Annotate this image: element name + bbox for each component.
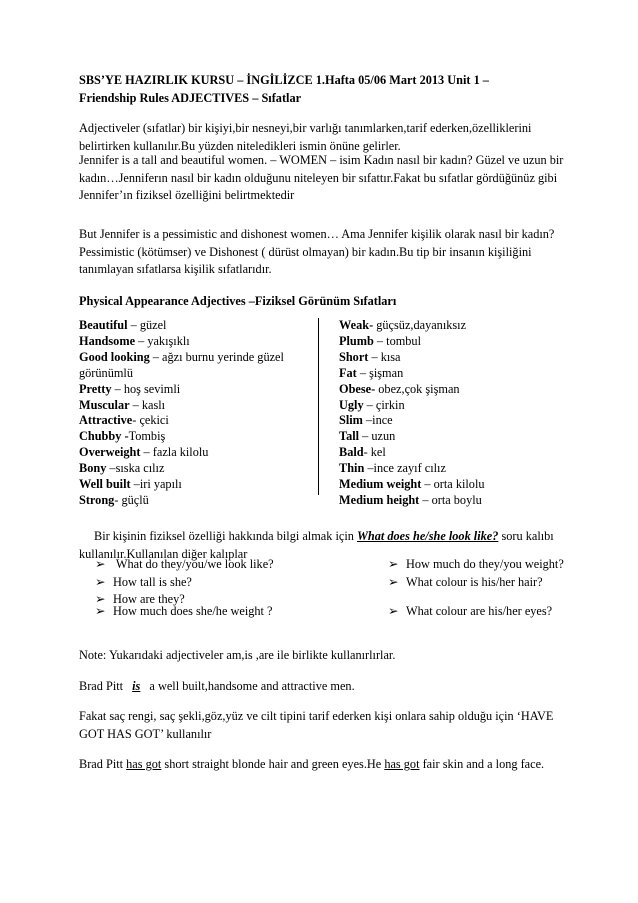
- adjective-row: [339, 493, 559, 509]
- adjective-meaning: güçsüz,dayanıksız: [376, 318, 467, 332]
- adjective-row: [79, 477, 314, 493]
- pattern-item: ➢ What do they/you/we look like?: [95, 556, 274, 574]
- adjective-row: [339, 445, 559, 461]
- adjective-term: Bald: [339, 445, 364, 460]
- adjective-meaning: kel: [370, 445, 386, 460]
- arrow-bullet-icon: ➢: [95, 575, 106, 589]
- adjective-row: [79, 318, 314, 334]
- column-divider: [318, 318, 319, 495]
- adjective-row: [79, 398, 314, 414]
- intro-paragraph: Adjectiveler (sıfatlar) bir kişiyi,bir nesneyi,bir varlığı tanımlarken,tarif ederken,özelliklerini belirtirken kullanılır.Bu yüzden niteledikleri ismin önüne gelirler.: [79, 121, 532, 153]
- arrow-bullet-icon: ➢: [388, 604, 399, 618]
- adjective-meaning: tombul: [386, 333, 421, 348]
- adjective-row: [79, 461, 314, 477]
- asking-before: Bir kişinin fiziksel özelliği hakkında bilgi almak için: [94, 529, 357, 543]
- adjective-separator: –: [129, 397, 142, 412]
- adjective-meaning: obez,çok şişman: [378, 381, 460, 396]
- adjective-term: Strong: [79, 492, 115, 507]
- adjective-meaning: iri yapılı: [139, 477, 182, 492]
- adjective-term: Thin: [339, 461, 365, 476]
- arrow-bullet-icon: ➢: [95, 557, 106, 571]
- adjective-separator: –: [362, 413, 373, 428]
- adjective-separator: –: [140, 445, 153, 460]
- adjective-meaning: ince: [372, 413, 393, 428]
- adjective-separator: –: [359, 429, 372, 444]
- adjective-term: Handsome: [79, 333, 136, 348]
- adjective-meaning: güçlü: [121, 492, 149, 507]
- adjective-meaning: yakışıklı: [147, 333, 190, 348]
- adjective-separator: –: [364, 461, 374, 476]
- adjective-meaning: orta boylu: [431, 492, 482, 507]
- adjective-term: Medium height: [339, 492, 420, 507]
- adjective-separator: –: [135, 333, 148, 348]
- adjective-term: Overweight: [79, 445, 141, 460]
- adjective-separator: -: [363, 445, 371, 460]
- brad-have-got-example: Brad Pitt has got short straight blonde hair and green eyes.He has got fair skin and a long face.: [79, 757, 545, 771]
- adjective-row: [79, 445, 314, 461]
- adjective-term: Ugly: [339, 397, 364, 412]
- adjective-separator: –: [130, 477, 140, 492]
- adjectives-right-column: [339, 318, 559, 509]
- adjective-separator: –: [421, 477, 434, 492]
- adjective-separator: –: [149, 349, 163, 364]
- adjective-meaning: hoş sevimli: [123, 381, 181, 396]
- adjective-term: Bony: [79, 461, 107, 476]
- arrow-bullet-icon: ➢: [388, 575, 399, 589]
- adjective-row: [79, 350, 314, 382]
- adjective-row: [79, 334, 314, 350]
- adjective-term: Medium weight: [339, 477, 422, 492]
- adjective-term: Obese-: [339, 381, 376, 396]
- adjective-meaning: uzun: [371, 429, 396, 444]
- adjective-row: [339, 366, 559, 382]
- document-title: [79, 72, 569, 107]
- adjective-separator: –: [419, 492, 432, 507]
- asking-after: soru kalıbı kullanılır.Kullanılan diğer kalıplar: [79, 529, 554, 561]
- adjective-term: Weak-: [339, 318, 374, 332]
- adjective-row: [339, 350, 559, 366]
- adjective-term: Beautiful: [79, 318, 128, 332]
- adjective-term: Fat: [339, 365, 357, 380]
- adjective-term: Plumb: [339, 333, 374, 348]
- adjective-meaning: kaslı: [141, 397, 166, 412]
- adjective-row: [339, 334, 559, 350]
- adjective-row: [339, 477, 559, 493]
- pattern-item: ➢ How much does she/he weight ?: [95, 603, 272, 621]
- adjective-term: Well built: [79, 477, 131, 492]
- section-title: Physical Appearance Adjectives –Fiziksel Görünüm Sıfatları: [79, 294, 397, 308]
- adjective-separator: –: [127, 318, 140, 332]
- adjective-meaning: kısa: [380, 349, 401, 364]
- adjective-term: Pretty: [79, 381, 112, 396]
- adjective-meaning: şişman: [369, 365, 404, 380]
- has-got-underlined: has got: [126, 757, 162, 771]
- adjective-row: [339, 461, 559, 477]
- title-line-2: Friendship Rules ADJECTIVES – Sıfatlar: [79, 90, 302, 105]
- adjective-meaning: sıska cılız: [115, 461, 165, 476]
- adjective-separator: –: [373, 333, 387, 348]
- arrow-bullet-icon: ➢: [95, 592, 106, 606]
- have-got-paragraph: Fakat saç rengi, saç şekli,göz,yüz ve cilt tipini tarif ederken kişi onlara sahip olduğu için ‘HAVE GOT HAS GOT’ kullanılır: [79, 709, 554, 741]
- adjective-row: [79, 429, 314, 445]
- adjective-row: [339, 413, 559, 429]
- adjective-row: [79, 493, 314, 509]
- brad-example: Brad Pitt is a well built,handsome and attractive men.: [79, 679, 355, 693]
- adjective-meaning: çirkin: [375, 397, 405, 412]
- adjective-meaning: ağzı burnu yerinde güzel görünümlü: [79, 349, 284, 380]
- adjective-meaning: fazla kilolu: [152, 445, 209, 460]
- personality-paragraph: But Jennifer is a pessimistic and dishonest women… Ama Jennifer kişilik olarak nasıl bir kadın? Pessimistic (kötümser) ve Dishonest ( dürüst olmayan) bir kadın.Bu tip bir insanın kişiliğini tanımlayan sıfatlarsa kişilik sıfatlarıdır.: [79, 227, 555, 276]
- note-paragraph: Note: Yukarıdaki adjectiveler am,is ,are ile birlikte kullanırlırlar.: [79, 648, 396, 662]
- asking-phrase: What does he/she look like?: [356, 529, 499, 543]
- title-line-1: SBS’YE HAZIRLIK KURSU – İNGİLİZCE 1.Hafta 05/06 Mart 2013 Unit 1 –: [79, 73, 489, 87]
- pattern-item: ➢ How are they?: [95, 591, 185, 609]
- arrow-bullet-icon: ➢: [388, 557, 399, 571]
- adjective-term: Attractive: [79, 413, 133, 428]
- adjective-row: [79, 413, 314, 429]
- adjective-meaning: güzel: [139, 318, 167, 332]
- adjective-meaning: orta kilolu: [433, 477, 485, 492]
- adjective-row: [339, 382, 559, 398]
- adjective-term: Slim: [339, 413, 363, 428]
- adjective-row: [79, 382, 314, 398]
- adjective-row: [339, 398, 559, 414]
- adjective-separator: –: [111, 381, 124, 396]
- adjective-separator: –: [356, 365, 370, 380]
- adjectives-left-column: [79, 318, 314, 509]
- adjective-meaning: Tombiş: [128, 429, 166, 444]
- adjective-term: Tall: [339, 429, 360, 444]
- adjective-separator: -: [132, 413, 140, 428]
- adjective-separator: -: [114, 492, 122, 507]
- example-paragraph: Jennifer is a tall and beautiful women. – WOMEN – isim Kadın nasıl bir kadın? Güzel ve uzun bir kadın…Jenniferın nasıl bir kadın olduğunu niteleyen bir sıfattır.Fakat bu sıfatlar gördüğünüz gibi Jennifer’ın fiziksel özelliğini belirtmektedir: [79, 153, 564, 202]
- adjective-separator: –: [106, 461, 116, 476]
- arrow-bullet-icon: ➢: [95, 604, 106, 618]
- adjective-meaning: çekici: [139, 413, 169, 428]
- has-got-underlined: has got: [384, 757, 420, 771]
- pattern-item: ➢ What colour is his/her hair?: [388, 574, 543, 592]
- pattern-item: ➢ How much do they/you weight?: [388, 556, 564, 574]
- adjective-row: [339, 318, 559, 334]
- adjective-term: Muscular: [79, 397, 130, 412]
- adjective-term: Short: [339, 349, 369, 364]
- adjective-separator: –: [368, 349, 381, 364]
- verb-is: is: [132, 679, 141, 693]
- pattern-item: ➢ What colour are his/her eyes?: [388, 603, 552, 621]
- adjective-meaning: ince zayıf cılız: [373, 461, 446, 476]
- adjective-separator: –: [363, 397, 376, 412]
- adjective-term: Chubby -: [79, 429, 129, 444]
- adjective-term: Good looking: [79, 349, 150, 364]
- adjective-row: [339, 429, 559, 445]
- pattern-item: ➢ How tall is she?: [95, 574, 192, 592]
